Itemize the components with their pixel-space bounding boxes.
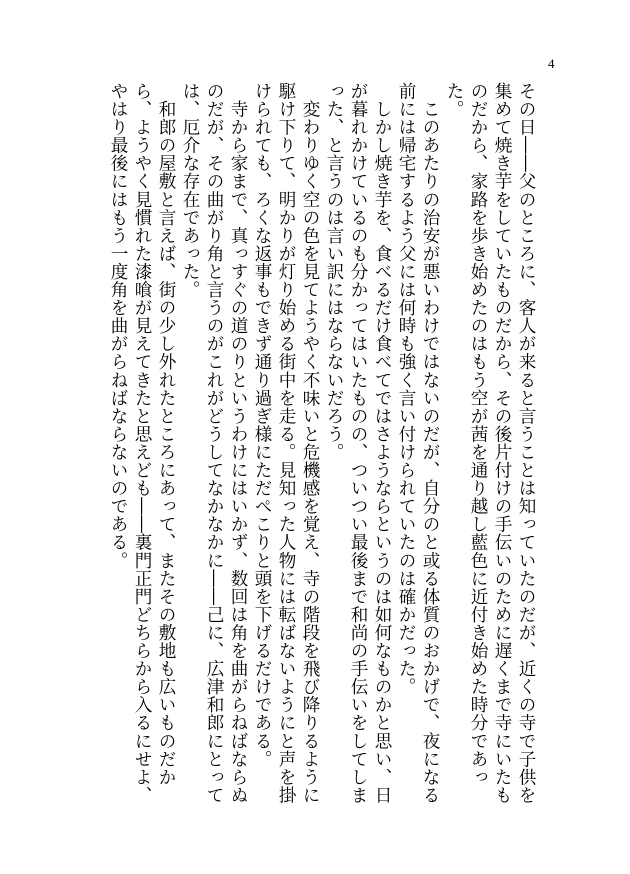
paragraph: このあたりの治安が悪いわけではないのだが、自分のと或る体質のおかげで、夜になる前には帰宅するよう父には何時も強く言い付けられていたのは確かだった。 bbox=[396, 82, 440, 804]
paragraph: 寺から家まで、真っすぐの道のりというわけにはいかず、数回は角を曲がらねばならぬのだが、その曲がり角と言うのがこれがどうしてなかなかに――己に、広津和郎にとっては、厄介な存在であった。 bbox=[180, 82, 248, 804]
paragraph: その日――父のところに、客人が来ると言うことは知っていたのだが、近くの寺で子供を集めて焼き芋をしていたものだから、その後片付けの手伝いのために遅くまで寺にいたものだから、家路を歩き始めたのはもう空が茜を通り越し藍色に近付き始めた時分であった。 bbox=[444, 82, 536, 804]
paragraph: しかし焼き芋を、食べるだけ食べてではさようならというのは如何なものかと思い、日が暮れかけているのも分かってはいたものの、ついつい最後まで和尚の手伝いをしてしまった、と言うのは言い訳にはならないだろう。 bbox=[324, 82, 392, 804]
page-number: 4 bbox=[548, 56, 555, 71]
paragraph: 和郎の屋敷と言えば、街の少し外れたところにあって、またその敷地も広いものだから、ようやく見慣れた漆喰が見えてきたと思えども――裏門正門どちらから入るにせよ、やはり最後にはもう一度角を曲がらねばならないのである。 bbox=[108, 82, 176, 804]
paragraph: 変わりゆく空の色を見てようやく不味いと危機感を覚え、寺の階段を飛び降りるように駆け下りて、明かりが灯り始める街中を走る。見知った人物には転ばないようにと声を掛けられても、ろくな返事もできず通り過ぎ様にただぺこりと頭を下げるだけである。 bbox=[252, 82, 320, 804]
body-text bbox=[78, 82, 538, 812]
